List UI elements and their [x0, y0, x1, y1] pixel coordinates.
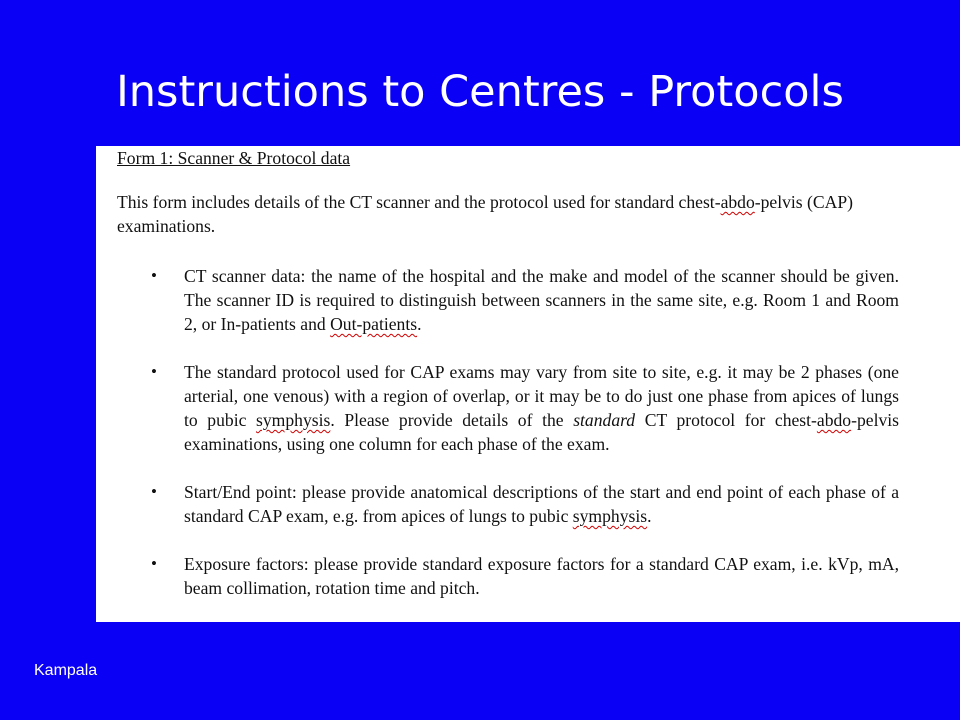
instruction-list: [117, 264, 899, 600]
list-item-standard-protocol: [117, 360, 899, 456]
list-item-text: . Please provide details of the: [330, 410, 574, 430]
list-item-text-end: .: [417, 314, 422, 334]
list-item-scanner-data: [117, 264, 899, 336]
spellcheck-word: symphysis: [256, 410, 331, 430]
list-item-text-end: .: [647, 506, 652, 526]
intro-text-end: -pelvis (CAP) examinations.: [117, 192, 853, 236]
list-item-text: Exposure factors: please provide standard exposure factors for a standard CAP exam, i.e. kVp, mA, beam collimation, rotation time and pitch.: [184, 554, 899, 598]
bullet-icon: •: [151, 554, 157, 573]
slide-title: Instructions to Centres - Protocols: [116, 67, 844, 117]
emphasis-text: standard: [573, 410, 636, 430]
bullet-icon: •: [151, 266, 157, 285]
bullet-icon: •: [151, 362, 157, 381]
form-heading: Form 1: Scanner & Protocol data: [117, 148, 351, 168]
spellcheck-word: Out-patients: [330, 314, 418, 334]
list-item-text: The standard protocol used for CAP exams may vary from site to site, e.g. it may be 2 phases (one arterial, one venous) with a region of overlap, or it may be to do just one phase from apices of lungs to pubic: [184, 362, 899, 430]
list-item-text-end: -pelvis examinations, using one column for each phase of the exam.: [184, 410, 899, 454]
document-body: [117, 146, 899, 622]
list-item-text: CT protocol for chest-: [635, 410, 817, 430]
spellcheck-word: abdo: [720, 192, 755, 212]
bullet-icon: •: [151, 482, 157, 501]
spellcheck-word: symphysis: [572, 506, 648, 526]
intro-paragraph: [117, 190, 899, 238]
list-item-text: CT scanner data: the name of the hospital and the make and model of the scanner should be given. The scanner ID is required to distinguish between scanners in the same site, e.g. Room 1 and Room 2, or In-patients and: [184, 266, 899, 334]
list-item-text: Start/End point: please provide anatomical descriptions of the start and end point of each phase of a standard CAP exam, e.g. from apices of lungs to pubic: [184, 482, 899, 526]
footer-location-label: Kampala: [34, 662, 98, 679]
list-item-start-end-point: [117, 480, 899, 528]
spellcheck-word: abdo: [816, 410, 852, 430]
document-screenshot-panel: [96, 146, 960, 622]
intro-text-start: This form includes details of the CT scanner and the protocol used for standard chest-: [117, 192, 721, 212]
list-item-exposure-factors: [117, 552, 899, 600]
